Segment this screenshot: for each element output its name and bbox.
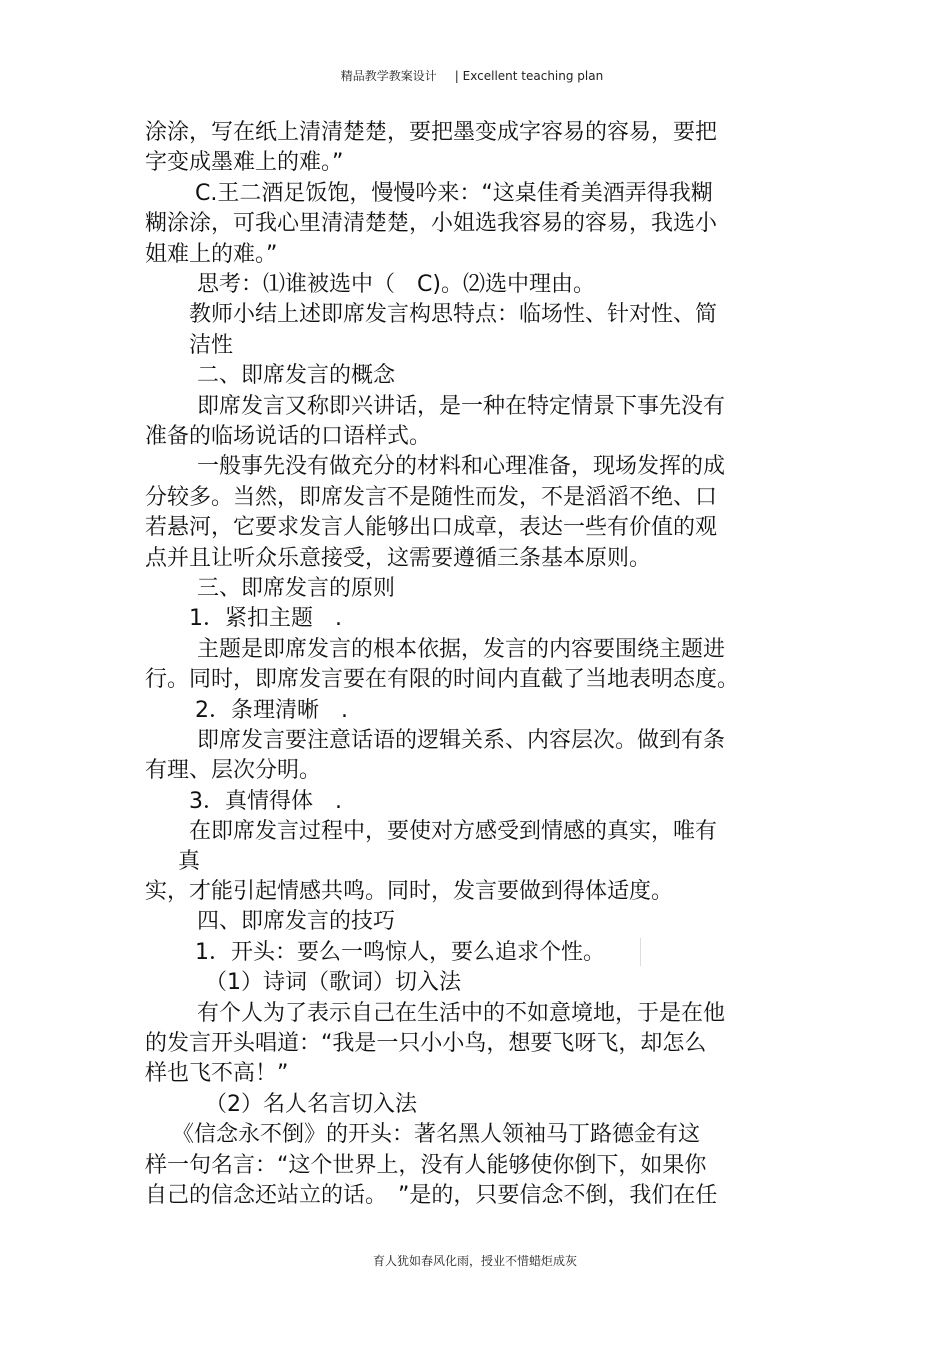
text-line: 即席发言要注意话语的逻辑关系、内容层次。做到有条 bbox=[197, 728, 726, 753]
subheading: 1．开头：要么一鸣惊人，要么追求个性。 bbox=[195, 940, 605, 965]
text-line: 实，才能引起情感共鸣。同时，发言要做到得体适度。 bbox=[145, 879, 674, 904]
text-line: 在即席发言过程中，要使对方感受到情感的真实，唯有 bbox=[189, 819, 718, 844]
text-line: 点并且让听众乐意接受，这需要遵循三条基本原则。 bbox=[145, 546, 652, 571]
text-line: 行。同时，即席发言要在有限的时间内直截了当地表明态度。 bbox=[145, 667, 740, 692]
text-line: 字变成墨难上的难。” bbox=[145, 150, 344, 175]
text-line: 姐难上的难。” bbox=[145, 242, 278, 267]
text-line: 一般事先没有做充分的材料和心理准备，现场发挥的成 bbox=[197, 454, 726, 479]
page-footer: 育人犹如春风化雨，授业不惜蜡炬成灰 bbox=[372, 1254, 577, 1268]
text-line: 若悬河，它要求发言人能够出口成章，表达一些有价值的观 bbox=[145, 515, 718, 540]
subheading: （1）诗词（歌词）切入法 bbox=[205, 970, 461, 995]
section-heading: 三、即席发言的原则 bbox=[197, 576, 396, 601]
text-line: 自己的信念还站立的话。 ”是的，只要信念不倒，我们在任 bbox=[145, 1183, 718, 1208]
text-line: 主题是即席发言的根本依据，发言的内容要围绕主题进 bbox=[197, 637, 726, 662]
text-line: 有个人为了表示自己在生活中的不如意境地，于是在他 bbox=[197, 1001, 726, 1026]
text-line: 思考：⑴谁被选中（ C)。⑵选中理由。 bbox=[197, 272, 595, 297]
section-heading: 二、即席发言的概念 bbox=[197, 363, 396, 388]
text-line: 准备的临场说话的口语样式。 bbox=[145, 424, 432, 449]
text-line: 真 bbox=[178, 849, 201, 874]
subheading: （2）名人名言切入法 bbox=[205, 1092, 417, 1117]
section-heading: 四、即席发言的技巧 bbox=[197, 909, 396, 934]
text-line: 洁性 bbox=[189, 333, 234, 358]
page-header bbox=[0, 67, 950, 84]
text-line: 有理、层次分明。 bbox=[145, 758, 322, 783]
text-line: 样也飞不高！” bbox=[145, 1061, 289, 1086]
header-title-cn: 精品教学教案设计 bbox=[340, 69, 437, 83]
text-line: 分较多。当然，即席发言不是随性而发，不是滔滔不绝、口 bbox=[145, 485, 718, 510]
text-line: 《信念永不倒》的开头：著名黑人领袖马丁路德金有这 bbox=[172, 1122, 701, 1147]
text-line: 糊涂涂，可我心里清清楚楚，小姐选我容易的容易，我选小 bbox=[145, 211, 718, 236]
text-line: 教师小结上述即席发言构思特点：临场性、针对性、简 bbox=[189, 302, 718, 327]
text-line: C.王二酒足饭饱，慢慢吟来：“这桌佳肴美酒弄得我糊 bbox=[195, 181, 713, 206]
subheading: 3．真情得体 . bbox=[189, 789, 342, 814]
text-line: 即席发言又称即兴讲话，是一种在特定情景下事先没有 bbox=[197, 394, 726, 419]
subheading: 1．紧扣主题 . bbox=[189, 606, 342, 631]
text-line: 的发言开头唱道：“我是一只小小鸟，想要飞呀飞，却怎么 bbox=[145, 1031, 707, 1056]
text-line: 样一句名言：“这个世界上，没有人能够使你倒下，如果你 bbox=[145, 1153, 707, 1178]
divider bbox=[640, 938, 642, 966]
text-line: 涂涂，写在纸上清清楚楚，要把墨变成字容易的容易，要把 bbox=[145, 120, 718, 145]
header-title-en: | Excellent teaching plan bbox=[454, 69, 604, 83]
subheading: 2．条理清晰 . bbox=[195, 698, 348, 723]
